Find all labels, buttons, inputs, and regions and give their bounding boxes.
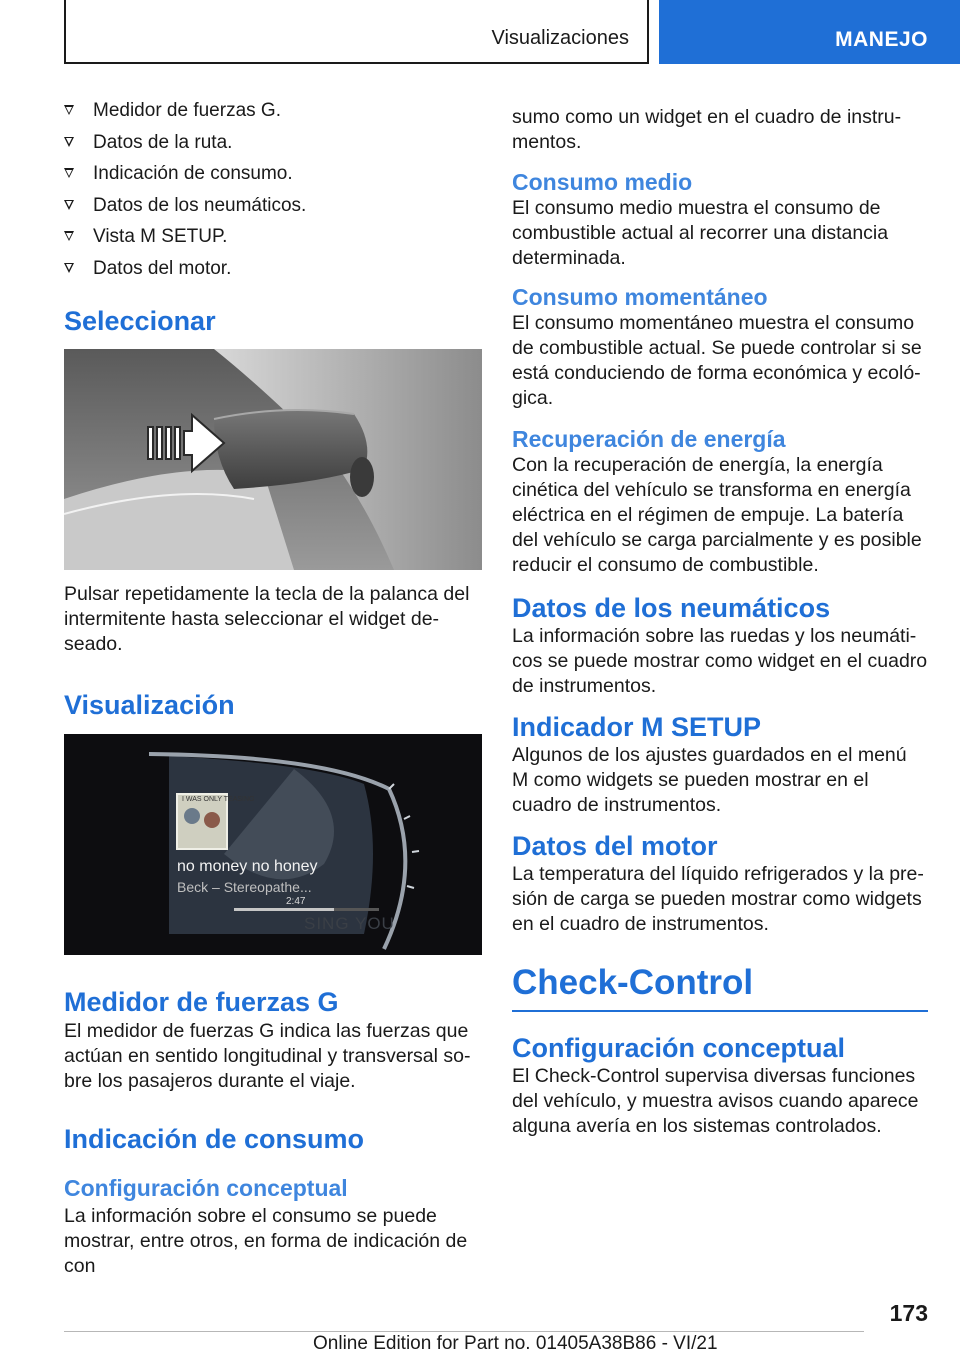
neumaticos-text: La información sobre las ruedas y los neumáticos se puede mostrar como widget en el cuadro de instrumentos. — [512, 625, 928, 697]
recuperacion-text: Con la recuperación de energía, la energía cinética del vehículo se transforma en energía eléctrica en el régimen de empuje. La batería del vehículo se carga parcialmente y es posible reducir el consumo de combustible. — [512, 454, 922, 576]
list-item: Datos del motor. — [64, 258, 482, 280]
neumaticos-heading: Datos de los neumáticos — [512, 593, 831, 623]
instrument-cluster-figure — [64, 734, 482, 955]
seleccionar-text: Pulsar repetidamente la tecla de la palanca del intermitente hasta seleccionar el widget deseado. — [64, 582, 470, 655]
song-artist: Beck – Stereopathe... — [177, 878, 312, 895]
album-art-text: I WAS ONLY TEASING — [182, 795, 255, 803]
triangle-bullet-icon — [64, 105, 74, 115]
triangle-bullet-icon — [64, 263, 74, 273]
header-chapter-tab — [659, 0, 960, 64]
instrument-cluster-illustration — [64, 734, 482, 955]
song-time: 2:47 — [286, 895, 306, 907]
motor-text: La temperatura del líquido refrigerados y la presión de carga se pueden mostrar como widgets en el cuadro de instrumentos. — [512, 863, 924, 935]
list-item: Datos de la ruta. — [64, 132, 482, 154]
triangle-bullet-icon — [64, 168, 74, 178]
lyrics-text: SING YOU — [304, 913, 395, 933]
list-item: Datos de los neumáticos. — [64, 195, 482, 217]
visualizacion-heading: Visualización — [64, 689, 235, 720]
right-column — [512, 100, 928, 1139]
list-item: Vista M SETUP. — [64, 226, 482, 248]
cc-concept-heading: Configuración conceptual — [512, 1033, 846, 1063]
consumo-cont-text: sumo como un widget en el cuadro de instrumentos. — [512, 106, 902, 153]
widget-list — [64, 100, 482, 280]
consumo-medio-heading: Consumo medio — [512, 169, 693, 195]
footer-edition: Online Edition for Part no. 01405A38B86 - VI/21 — [313, 1333, 718, 1354]
consumo-medio-text: El consumo medio muestra el consumo de combustible actual al recorrer una distancia determinada. — [512, 197, 889, 269]
concept-text: La información sobre el consumo se puede mostrar, entre otros, en forma de indicación de con — [64, 1204, 468, 1277]
g-force-heading: Medidor de fuerzas G — [64, 986, 339, 1017]
page-number: 173 — [889, 1300, 928, 1326]
list-item: Medidor de fuerzas G. — [64, 100, 482, 122]
song-title: no money no honey — [177, 857, 318, 875]
header-chapter-label: MANEJO — [835, 28, 928, 51]
consumo-heading: Indicación de consumo — [64, 1123, 365, 1154]
turn-signal-lever-figure — [64, 349, 482, 570]
cc-concept-text: El Check-Control supervisa diversas funciones del vehículo, y muestra avisos cuando aparece alguna avería en los sistemas controlados. — [512, 1065, 919, 1137]
recuperacion-heading: Recuperación de energía — [512, 426, 786, 452]
concept-heading: Configuración conceptual — [64, 1174, 348, 1201]
g-force-text: El medidor de fuerzas G indica las fuerzas que actúan en sentido longitudinal y transversal sobre los pasajeros durante el viaje. — [64, 1019, 471, 1092]
motor-heading: Datos del motor — [512, 831, 718, 861]
triangle-bullet-icon — [64, 200, 74, 210]
triangle-bullet-icon — [64, 231, 74, 241]
heading-divider — [512, 1010, 928, 1012]
triangle-bullet-icon — [64, 137, 74, 147]
turn-signal-lever-illustration — [64, 349, 482, 570]
footer-divider — [64, 1331, 864, 1332]
check-control-heading: Check-Control — [512, 963, 754, 1002]
msetup-text: Algunos de los ajustes guardados en el menú M como widgets se pueden mostrar en el cuadro de instrumentos. — [512, 744, 907, 816]
left-column — [64, 100, 482, 1279]
consumo-momentaneo-heading: Consumo momentáneo — [512, 284, 768, 310]
consumo-momentaneo-text: El consumo momentáneo muestra el consumo de combustible actual. Se puede controlar si se está conduciendo de forma económica y ecológica. — [512, 312, 922, 409]
list-item: Indicación de consumo. — [64, 163, 482, 185]
header-section-title: Visualizaciones — [491, 27, 629, 49]
seleccionar-heading: Seleccionar — [64, 305, 216, 336]
header-section-box — [64, 0, 649, 64]
msetup-heading: Indicador M SETUP — [512, 712, 762, 742]
